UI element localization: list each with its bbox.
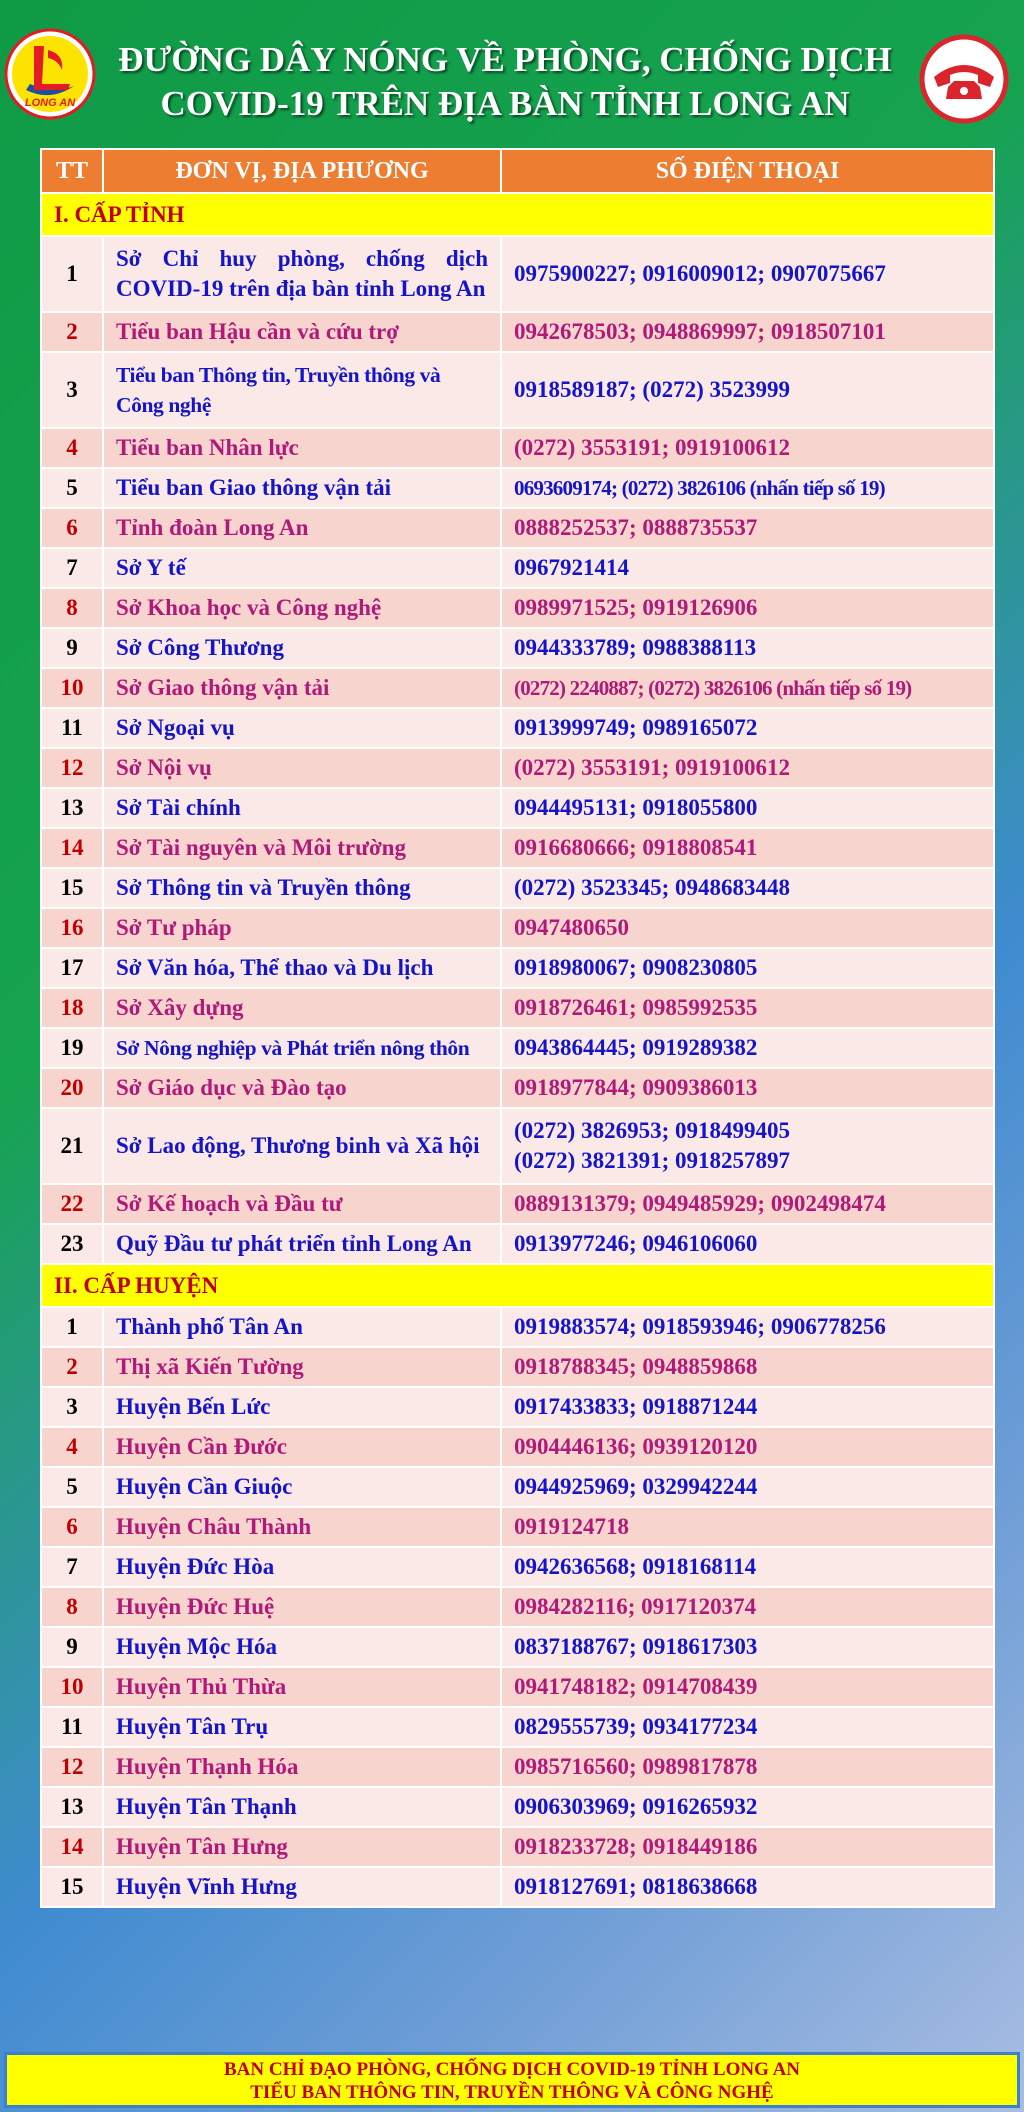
- phone-numbers: 0975900227; 0916009012; 0907075667: [501, 236, 994, 312]
- table-row: [41, 548, 994, 588]
- phone-numbers: (0272) 3523345; 0948683448: [501, 868, 994, 908]
- table-row: [41, 1787, 994, 1827]
- row-number: 10: [41, 668, 103, 708]
- table-row: [41, 1867, 994, 1907]
- phone-numbers: 0944333789; 0988388113: [501, 628, 994, 668]
- table-row: [41, 1467, 994, 1507]
- unit-name: Sở Nông nghiệp và Phát triển nông thôn: [103, 1028, 501, 1068]
- unit-name: Quỹ Đầu tư phát triển tỉnh Long An: [103, 1224, 501, 1264]
- table-row: [41, 1184, 994, 1224]
- row-number: 5: [41, 1467, 103, 1507]
- table-row: [41, 468, 994, 508]
- unit-name: Huyện Đức Hòa: [103, 1547, 501, 1587]
- phone-numbers: (0272) 2240887; (0272) 3826106 (nhấn tiếp số 19): [501, 668, 994, 708]
- phone-numbers: [501, 1108, 994, 1184]
- phone-numbers: 0944925969; 0329942244: [501, 1467, 994, 1507]
- footer-banner: [4, 2052, 1020, 2108]
- table-row: [41, 1827, 994, 1867]
- unit-name: Thị xã Kiến Tường: [103, 1347, 501, 1387]
- row-number: 2: [41, 1347, 103, 1387]
- page-title: [95, 38, 915, 126]
- unit-name: Sở Xây dựng: [103, 988, 501, 1028]
- column-header-unit: ĐƠN VỊ, ĐỊA PHƯƠNG: [103, 149, 501, 193]
- row-number: 14: [41, 828, 103, 868]
- row-number: 2: [41, 312, 103, 352]
- phone-numbers: 0913977246; 0946106060: [501, 1224, 994, 1264]
- phone-numbers: 0917433833; 0918871244: [501, 1387, 994, 1427]
- phone-numbers: (0272) 3553191; 0919100612: [501, 748, 994, 788]
- row-number: 15: [41, 1867, 103, 1907]
- table-row: [41, 1028, 994, 1068]
- column-header-tt: TT: [41, 149, 103, 193]
- table-header-row: [41, 149, 994, 193]
- section-row: [41, 193, 994, 236]
- table-row: [41, 1387, 994, 1427]
- unit-name: Huyện Đức Huệ: [103, 1587, 501, 1627]
- row-number: 10: [41, 1667, 103, 1707]
- table-row: [41, 312, 994, 352]
- table-row: [41, 1627, 994, 1667]
- phone-numbers: 0918788345; 0948859868: [501, 1347, 994, 1387]
- unit-name: Huyện Mộc Hóa: [103, 1627, 501, 1667]
- phone-numbers: 0888252537; 0888735537: [501, 508, 994, 548]
- unit-name: Huyện Cần Đước: [103, 1427, 501, 1467]
- row-number: 22: [41, 1184, 103, 1224]
- phone-numbers: 0906303969; 0916265932: [501, 1787, 994, 1827]
- row-number: 12: [41, 748, 103, 788]
- row-number: 19: [41, 1028, 103, 1068]
- table-row: [41, 428, 994, 468]
- row-number: 6: [41, 508, 103, 548]
- row-number: 9: [41, 1627, 103, 1667]
- hotline-table: [40, 148, 995, 1908]
- table-row: [41, 1224, 994, 1264]
- unit-name: Sở Lao động, Thương binh và Xã hội: [103, 1108, 501, 1184]
- unit-name: Sở Tài nguyên và Môi trường: [103, 828, 501, 868]
- table-row: [41, 1347, 994, 1387]
- unit-name: Sở Tài chính: [103, 788, 501, 828]
- row-number: 23: [41, 1224, 103, 1264]
- phone-numbers: 0918726461; 0985992535: [501, 988, 994, 1028]
- unit-name: Huyện Tân Trụ: [103, 1707, 501, 1747]
- unit-name: Huyện Vĩnh Hưng: [103, 1867, 501, 1907]
- footer-line-1: BAN CHỈ ĐẠO PHÒNG, CHỐNG DỊCH COVID-19 TỈNH LONG AN: [223, 2059, 801, 2080]
- row-number: 3: [41, 352, 103, 428]
- row-number: 21: [41, 1108, 103, 1184]
- phone-numbers: 0918589187; (0272) 3523999: [501, 352, 994, 428]
- footer-line-2: TIỂU BAN THÔNG TIN, TRUYỀN THÔNG VÀ CÔNG NGHỆ: [250, 2082, 774, 2103]
- phone-numbers: 0837188767; 0918617303: [501, 1627, 994, 1667]
- table-row: [41, 908, 994, 948]
- title-line-2: COVID-19 TRÊN ĐỊA BÀN TỈNH LONG AN: [160, 84, 850, 123]
- table-row: [41, 1747, 994, 1787]
- row-number: 13: [41, 1787, 103, 1827]
- unit-name: Huyện Cần Giuộc: [103, 1467, 501, 1507]
- row-number: 7: [41, 1547, 103, 1587]
- phone-numbers: 0941748182; 0914708439: [501, 1667, 994, 1707]
- unit-name: Sở Y tế: [103, 548, 501, 588]
- row-number: 8: [41, 588, 103, 628]
- unit-name: Sở Kế hoạch và Đầu tư: [103, 1184, 501, 1224]
- phone-numbers: 0904446136; 0939120120: [501, 1427, 994, 1467]
- phone-numbers: 0947480650: [501, 908, 994, 948]
- phone-numbers: 0943864445; 0919289382: [501, 1028, 994, 1068]
- unit-name: Sở Khoa học và Công nghệ: [103, 588, 501, 628]
- phone-numbers: 0942636568; 0918168114: [501, 1547, 994, 1587]
- phone-numbers: 0829555739; 0934177234: [501, 1707, 994, 1747]
- table-row: [41, 828, 994, 868]
- table-row: [41, 508, 994, 548]
- phone-numbers: 0989971525; 0919126906: [501, 588, 994, 628]
- table-row: [41, 988, 994, 1028]
- unit-name: Sở Nội vụ: [103, 748, 501, 788]
- unit-name: Sở Giáo dục và Đào tạo: [103, 1068, 501, 1108]
- table-row: [41, 1108, 994, 1184]
- table-row: [41, 236, 994, 312]
- table-row: [41, 748, 994, 788]
- table-row: [41, 1427, 994, 1467]
- row-number: 9: [41, 628, 103, 668]
- table-row: [41, 1707, 994, 1747]
- phone-numbers: (0272) 3553191; 0919100612: [501, 428, 994, 468]
- row-number: 4: [41, 1427, 103, 1467]
- title-line-1: ĐƯỜNG DÂY NÓNG VỀ PHÒNG, CHỐNG DỊCH: [118, 40, 892, 79]
- phone-numbers: 0913999749; 0989165072: [501, 708, 994, 748]
- phone-numbers: 0918233728; 0918449186: [501, 1827, 994, 1867]
- unit-name: Huyện Bến Lức: [103, 1387, 501, 1427]
- phone-handset-icon: [918, 33, 1010, 125]
- phone-numbers: 0985716560; 0989817878: [501, 1747, 994, 1787]
- table-row: [41, 1667, 994, 1707]
- phone-numbers: 0984282116; 0917120374: [501, 1587, 994, 1627]
- row-number: 4: [41, 428, 103, 468]
- unit-name: Huyện Tân Thạnh: [103, 1787, 501, 1827]
- phone-numbers: 0918977844; 0909386013: [501, 1068, 994, 1108]
- phone-numbers: 0967921414: [501, 548, 994, 588]
- phone-line: (0272) 3821391; 0918257897: [514, 1148, 790, 1173]
- long-an-logo: [4, 28, 96, 120]
- table-row: [41, 1587, 994, 1627]
- table-row: [41, 708, 994, 748]
- table-row: [41, 352, 994, 428]
- unit-name: Sở Công Thương: [103, 628, 501, 668]
- row-number: 6: [41, 1507, 103, 1547]
- phone-numbers: 0889131379; 0949485929; 0902498474: [501, 1184, 994, 1224]
- unit-name: Tiểu ban Hậu cần và cứu trợ: [103, 312, 501, 352]
- row-number: 16: [41, 908, 103, 948]
- row-number: 11: [41, 708, 103, 748]
- unit-name: Huyện Châu Thành: [103, 1507, 501, 1547]
- unit-name: Sở Thông tin và Truyền thông: [103, 868, 501, 908]
- row-number: 20: [41, 1068, 103, 1108]
- row-number: 1: [41, 1307, 103, 1347]
- unit-name: Sở Giao thông vận tải: [103, 668, 501, 708]
- unit-name: Huyện Thạnh Hóa: [103, 1747, 501, 1787]
- row-number: 5: [41, 468, 103, 508]
- table-row: [41, 1507, 994, 1547]
- phone-line: (0272) 3826953; 0918499405: [514, 1118, 790, 1143]
- phone-numbers: 0919883574; 0918593946; 0906778256: [501, 1307, 994, 1347]
- table-row: [41, 628, 994, 668]
- row-number: 17: [41, 948, 103, 988]
- unit-name: Sở Tư pháp: [103, 908, 501, 948]
- table-body: [41, 193, 994, 1907]
- unit-name: Huyện Tân Hưng: [103, 1827, 501, 1867]
- phone-numbers: 0918980067; 0908230805: [501, 948, 994, 988]
- unit-name: Sở Ngoại vụ: [103, 708, 501, 748]
- logo-text: LONG AN: [24, 97, 76, 109]
- row-number: 13: [41, 788, 103, 828]
- unit-name: Thành phố Tân An: [103, 1307, 501, 1347]
- table-row: [41, 1547, 994, 1587]
- phone-numbers: 0918127691; 0818638668: [501, 1867, 994, 1907]
- row-number: 14: [41, 1827, 103, 1867]
- unit-name: Tiểu ban Nhân lực: [103, 428, 501, 468]
- table-row: [41, 1068, 994, 1108]
- row-number: 18: [41, 988, 103, 1028]
- row-number: 15: [41, 868, 103, 908]
- row-number: 1: [41, 236, 103, 312]
- phone-numbers: 0693609174; (0272) 3826106 (nhấn tiếp số 19): [501, 468, 994, 508]
- row-number: 3: [41, 1387, 103, 1427]
- row-number: 8: [41, 1587, 103, 1627]
- table-row: [41, 868, 994, 908]
- row-number: 11: [41, 1707, 103, 1747]
- phone-numbers: 0944495131; 0918055800: [501, 788, 994, 828]
- phone-numbers: 0916680666; 0918808541: [501, 828, 994, 868]
- phone-numbers: 0942678503; 0948869997; 0918507101: [501, 312, 994, 352]
- section-title: II. CẤP HUYỆN: [41, 1264, 994, 1307]
- row-number: 12: [41, 1747, 103, 1787]
- header: [0, 0, 1024, 140]
- table-row: [41, 588, 994, 628]
- section-row: [41, 1264, 994, 1307]
- row-number: 7: [41, 548, 103, 588]
- unit-name: Tiểu ban Giao thông vận tải: [103, 468, 501, 508]
- unit-name: Sở Văn hóa, Thể thao và Du lịch: [103, 948, 501, 988]
- table-row: [41, 948, 994, 988]
- section-title: I. CẤP TỈNH: [41, 193, 994, 236]
- table-row: [41, 668, 994, 708]
- unit-name: Tỉnh đoàn Long An: [103, 508, 501, 548]
- unit-name: Tiểu ban Thông tin, Truyền thông và Công nghệ: [103, 352, 501, 428]
- column-header-phone: SỐ ĐIỆN THOẠI: [501, 149, 994, 193]
- table-row: [41, 788, 994, 828]
- phone-numbers: 0919124718: [501, 1507, 994, 1547]
- unit-name: Huyện Thủ Thừa: [103, 1667, 501, 1707]
- unit-name: Sở Chỉ huy phòng, chống dịch COVID-19 trên địa bàn tỉnh Long An: [103, 236, 501, 312]
- table-row: [41, 1307, 994, 1347]
